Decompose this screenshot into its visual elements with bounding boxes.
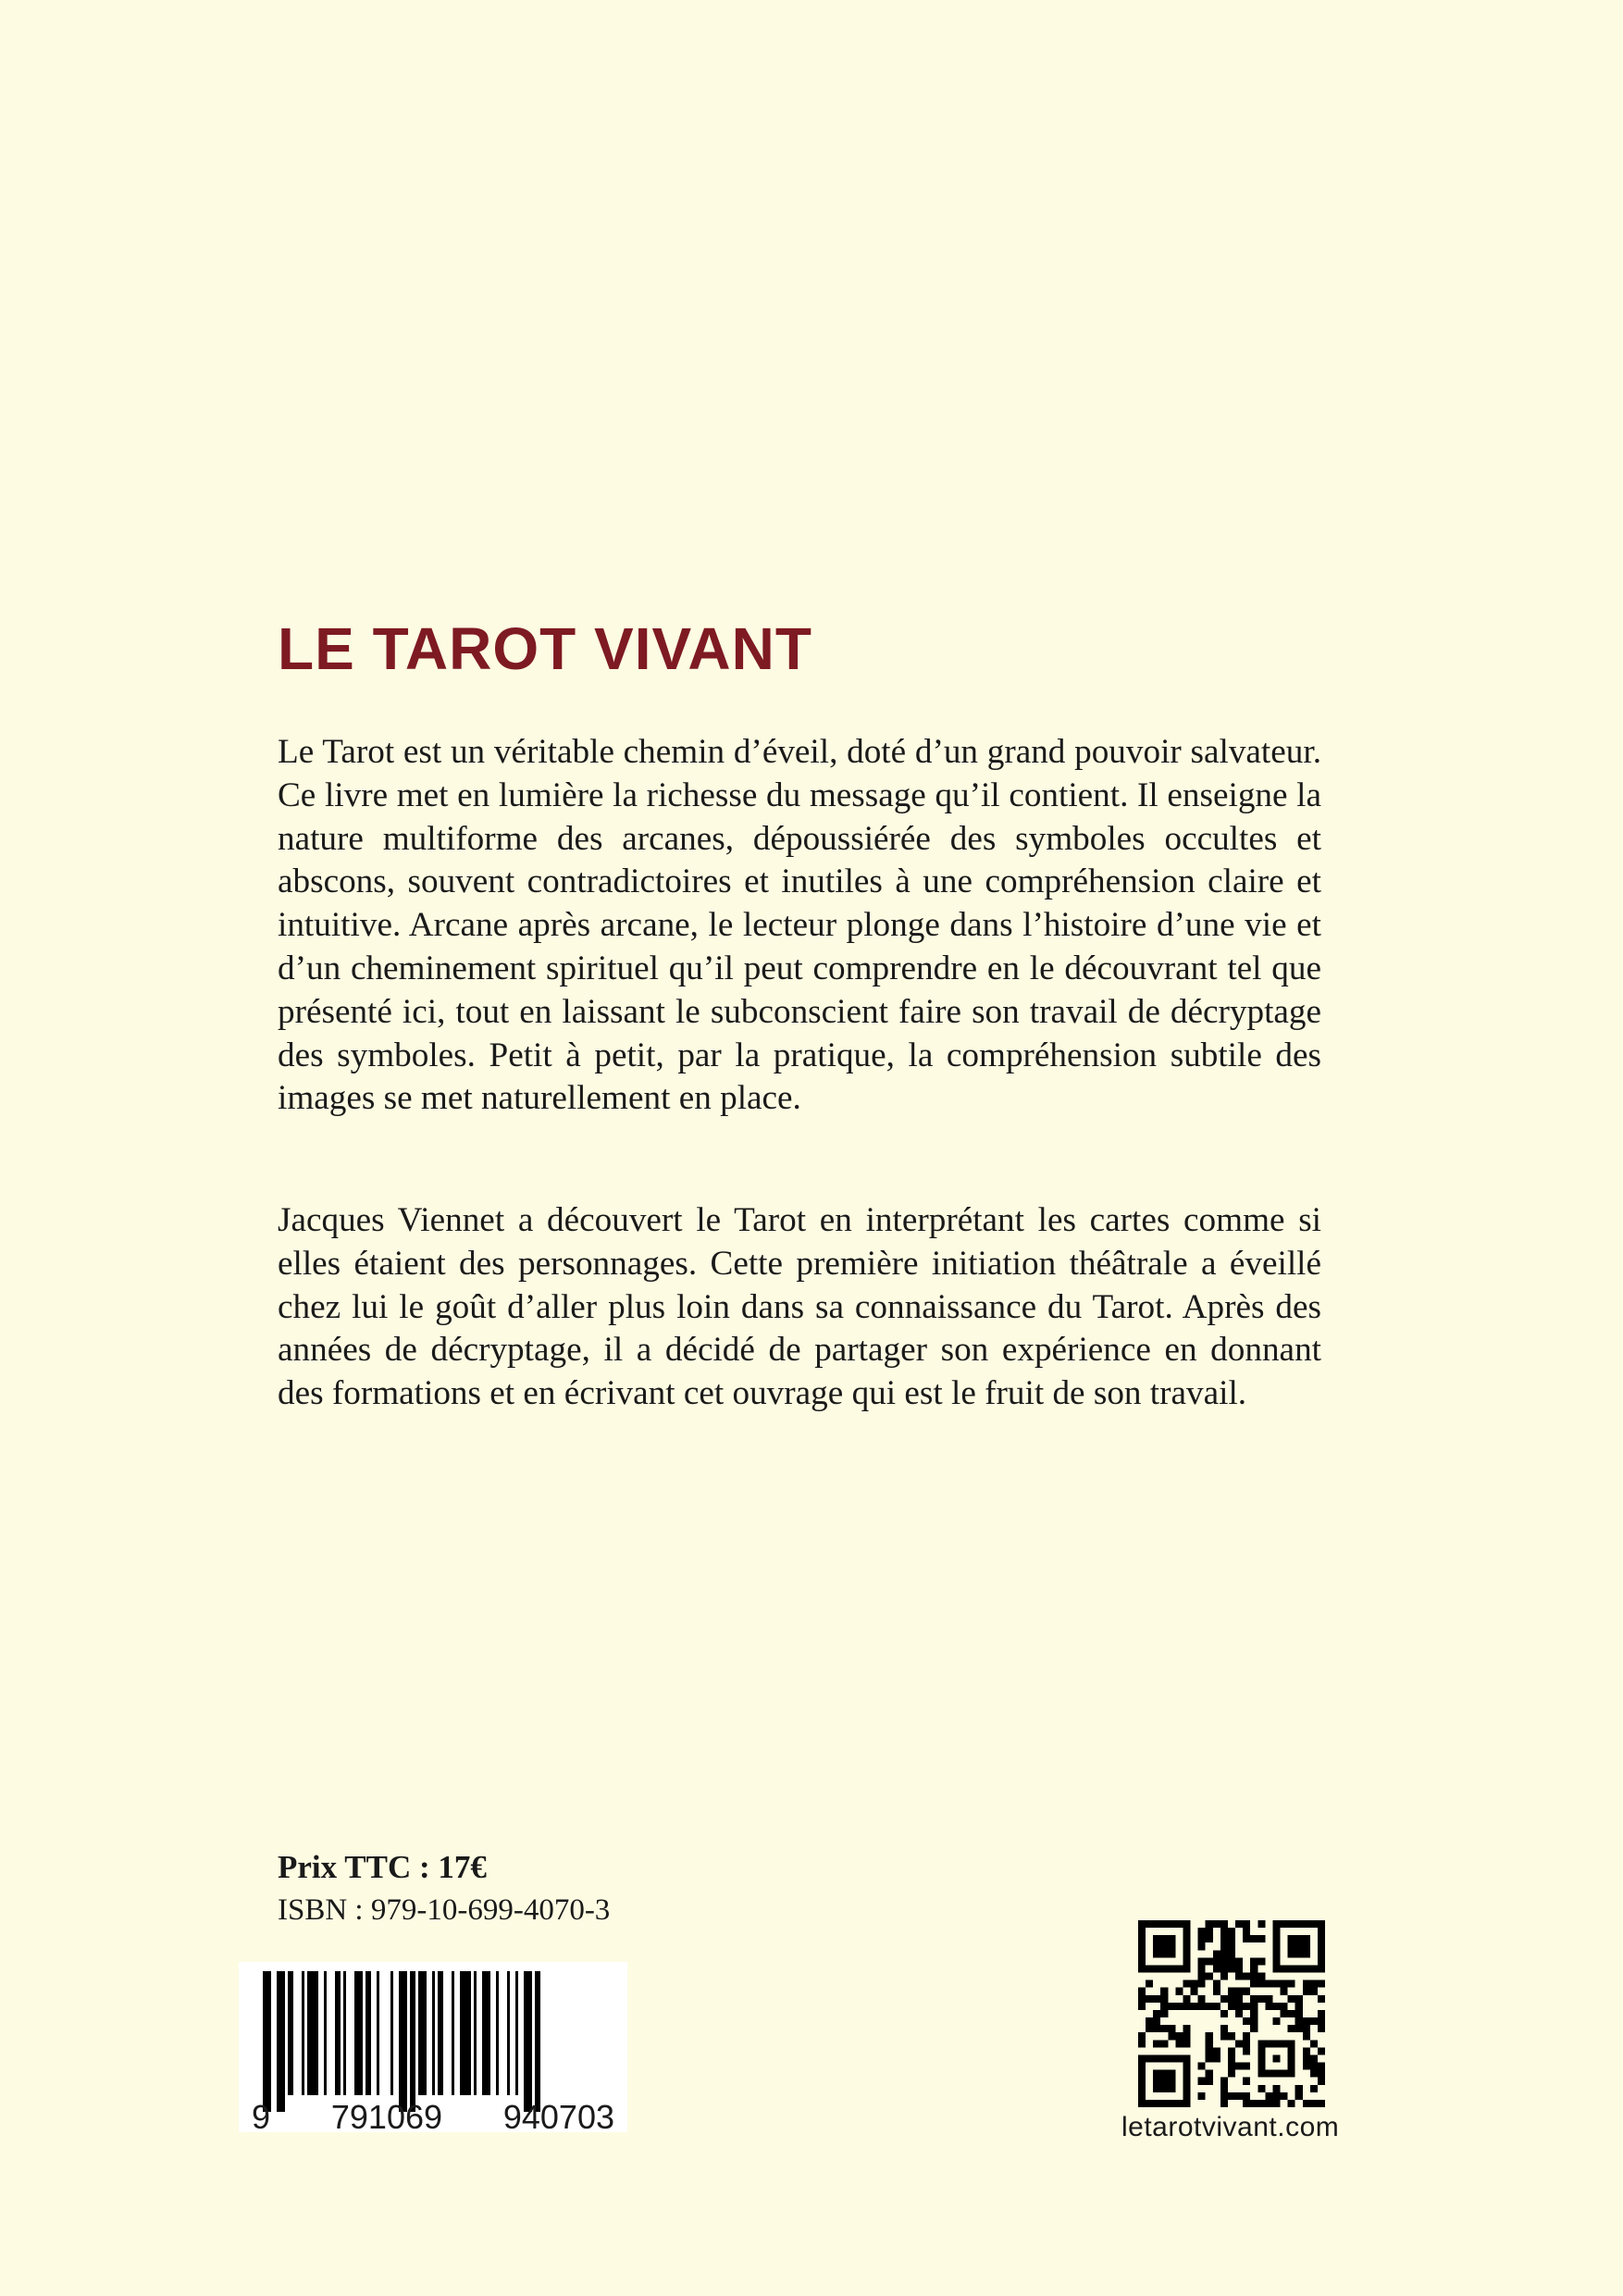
barcode-right-group: 940703 — [502, 2098, 614, 2136]
book-title: LE TAROT VIVANT — [278, 615, 812, 682]
qr-module — [1206, 2078, 1213, 2085]
qr-module — [1318, 2047, 1325, 2054]
qr-module — [1250, 1973, 1258, 1980]
barcode-bar — [288, 1971, 293, 2095]
qr-module — [1220, 2100, 1228, 2107]
qr-module — [1153, 2010, 1160, 2017]
qr-module — [1175, 2003, 1183, 2010]
qr-module — [1153, 1935, 1175, 1957]
qr-module — [1243, 2078, 1250, 2085]
barcode-bar — [507, 1971, 510, 2095]
qr-module — [1146, 2025, 1153, 2032]
qr-module — [1318, 1995, 1325, 2003]
qr-module — [1160, 2025, 1168, 2032]
qr-module — [1138, 1995, 1146, 2003]
qr-module — [1243, 2063, 1250, 2070]
qr-module — [1288, 2025, 1295, 2032]
qr-module — [1303, 2032, 1310, 2040]
qr-module — [1198, 1942, 1206, 1950]
qr-module — [1228, 1935, 1235, 1942]
qr-module — [1206, 2003, 1213, 2010]
qr-module — [1281, 2010, 1288, 2017]
qr-module — [1206, 2070, 1213, 2078]
barcode-bar — [515, 1971, 518, 2095]
qr-module — [1295, 2003, 1303, 2010]
qr-module — [1310, 2017, 1318, 2025]
website-url: letarotvivant.com — [1121, 2112, 1340, 2142]
qr-module — [1228, 1965, 1235, 1972]
qr-module — [1265, 1995, 1272, 2003]
qr-module — [1213, 1950, 1220, 1957]
qr-module — [1310, 2070, 1318, 2078]
qr-module — [1206, 1957, 1213, 1965]
qr-module — [1146, 2017, 1153, 2025]
qr-module — [1265, 2003, 1272, 2010]
qr-module — [1243, 1935, 1250, 1942]
qr-module — [1198, 1935, 1206, 1942]
qr-module — [1258, 1957, 1265, 1965]
qr-module — [1206, 2047, 1213, 2054]
qr-module — [1160, 1988, 1168, 1995]
qr-module — [1288, 2100, 1295, 2107]
qr-module — [1206, 1973, 1213, 1980]
qr-module — [1318, 2025, 1325, 2032]
qr-module — [1258, 1995, 1265, 2003]
qr-module — [1272, 2003, 1280, 2010]
barcode-bar — [354, 1971, 363, 2095]
qr-module — [1258, 1973, 1265, 1980]
qr-module — [1206, 1928, 1213, 1935]
qr-module — [1250, 2003, 1258, 2010]
qr-module — [1295, 2085, 1303, 2092]
qr-module — [1303, 2047, 1310, 2054]
barcode-bar — [377, 1971, 379, 2095]
qr-module — [1243, 2017, 1250, 2025]
qr-module — [1250, 1995, 1258, 2003]
qr-module — [1206, 2032, 1213, 2040]
qr-module — [1281, 1988, 1288, 1995]
barcode-bar — [482, 1971, 490, 2095]
qr-module — [1243, 2092, 1250, 2100]
qr-module — [1288, 1995, 1295, 2003]
qr-module — [1220, 2032, 1228, 2040]
qr-module — [1258, 1935, 1265, 1942]
qr-module — [1213, 2054, 1220, 2062]
barcode-bar — [432, 1971, 435, 2095]
barcode-bar — [277, 1971, 285, 2112]
qr-module — [1310, 1980, 1318, 1988]
price-label: Prix TTC : 17€ — [278, 1849, 487, 1885]
isbn-label: ISBN : 979-10-699-4070-3 — [278, 1893, 611, 1927]
qr-module — [1250, 1957, 1258, 1965]
qr-module — [1198, 1995, 1206, 2003]
qr-module — [1220, 2078, 1228, 2085]
qr-module — [1272, 2100, 1280, 2107]
qr-module — [1303, 2063, 1310, 2070]
qr-module — [1160, 1995, 1168, 2003]
qr-module — [1250, 2017, 1258, 2025]
qr-module — [1206, 1920, 1213, 1928]
qr-module — [1183, 2032, 1190, 2040]
qr-module — [1220, 2085, 1228, 2092]
qr-module — [1146, 1980, 1153, 1988]
qr-module — [1288, 1980, 1295, 1988]
qr-module — [1220, 2092, 1228, 2100]
qr-module — [1198, 1957, 1206, 1965]
qr-module — [1146, 1995, 1153, 2003]
qr-module — [1183, 1995, 1190, 2003]
qr-module — [1243, 2040, 1250, 2047]
qr-module — [1220, 1920, 1228, 1928]
qr-module — [1288, 2010, 1295, 2017]
qr-module — [1153, 2017, 1160, 2025]
qr-module — [1138, 2032, 1146, 2040]
barcode-bar — [535, 1971, 540, 2112]
qr-module — [1220, 1942, 1228, 1950]
qr-module — [1288, 1935, 1310, 1957]
qr-module — [1295, 2017, 1303, 2025]
qr-module — [1191, 1980, 1198, 1988]
qr-module — [1235, 2063, 1243, 2070]
qr-module — [1310, 2063, 1318, 2070]
qr-module — [1198, 1965, 1206, 1972]
qr-module — [1250, 1980, 1258, 1988]
qr-module — [1228, 1995, 1235, 2003]
barcode-bar — [365, 1971, 371, 2095]
qr-module — [1243, 1928, 1250, 1935]
qr-module — [1295, 2025, 1303, 2032]
qr-module — [1228, 1942, 1235, 1950]
qr-module — [1220, 1935, 1228, 1942]
qr-module — [1235, 2040, 1243, 2047]
qr-module — [1272, 2054, 1280, 2062]
qr-module — [1258, 1980, 1265, 1988]
qr-module — [1318, 2078, 1325, 2085]
qr-module — [1168, 2025, 1175, 2032]
qr-module — [1191, 2003, 1198, 2010]
qr-module — [1213, 1988, 1220, 1995]
qr-module — [1310, 1988, 1318, 1995]
qr-module — [1258, 1920, 1265, 1928]
qr-module — [1303, 2054, 1310, 2062]
description-paragraph: Le Tarot est un véritable chemin d’éveil, doté d’un grand pouvoir salvateur. Ce livre met en lumière la richesse du message qu’il contient. Il enseigne la nature multiforme des arcanes, dépoussiérée des symboles occultes et abscons, souvent contradictoires et inutiles à une compréhension claire et intuitive. Arcane après arcane, le lecteur plonge dans l’histoire d’une vie et d’un cheminement spirituel qu’il peut comprendre en le découvrant tel que présenté ici, tout en laissant le subconscient faire son travail de décryptage des symboles. Petit à petit, par la pratique, la compréhension subtile des images se met naturellement en place. — [278, 733, 1321, 1118]
barcode-first-digit: 9 — [252, 2098, 271, 2136]
qr-module — [1213, 1920, 1220, 1928]
qr-module — [1235, 1957, 1243, 1965]
qr-module — [1235, 1988, 1243, 1995]
qr-module — [1228, 1957, 1235, 1965]
qr-module — [1235, 2010, 1243, 2017]
qr-module — [1206, 1935, 1213, 1942]
qr-module — [1213, 2047, 1220, 2054]
qr-module — [1235, 1920, 1243, 1928]
qr-module — [1272, 2085, 1280, 2092]
qr-module — [1153, 2040, 1160, 2047]
qr-module — [1272, 1980, 1280, 1988]
barcode-bar — [307, 1971, 318, 2095]
qr-module — [1235, 2003, 1243, 2010]
author-paragraph: Jacques Viennet a découvert le Tarot en interprétant les cartes comme si elles étaient des personnages. Cette première initiation théâtrale a éveillé chez lui le goût d’aller plus loin dans sa connaissance du Tarot. Après des années de décryptage, il a décidé de partager son expérience en donnant des formations et en écrivant cet ouvrage qui est le fruit de son travail. — [278, 1201, 1321, 1413]
qr-module — [1243, 1920, 1250, 1928]
qr-module — [1191, 1988, 1198, 1995]
qr-module — [1138, 1988, 1146, 1995]
qr-module — [1258, 2100, 1265, 2107]
qr-module — [1228, 2032, 1235, 2040]
qr-module — [1243, 2100, 1250, 2107]
barcode-bar — [524, 1971, 532, 2112]
qr-module — [1318, 2070, 1325, 2078]
qr-module — [1198, 1980, 1206, 1988]
barcode-bar — [302, 1971, 304, 2095]
qr-module — [1175, 2032, 1183, 2040]
qr-module — [1160, 2040, 1168, 2047]
qr-module — [1235, 1965, 1243, 1972]
qr-module — [1272, 2092, 1280, 2100]
qr-module — [1303, 2025, 1310, 2032]
qr-module — [1303, 2100, 1310, 2107]
barcode-bar — [343, 1971, 346, 2095]
qr-module — [1175, 1988, 1183, 1995]
qr-module — [1220, 1995, 1228, 2003]
barcode-bar — [460, 1971, 471, 2095]
qr-module — [1198, 1928, 1206, 1935]
qr-module — [1153, 1995, 1160, 2003]
qr-module — [1250, 2010, 1258, 2017]
qr-module — [1220, 1928, 1228, 1935]
qr-module — [1281, 2003, 1288, 2010]
qr-module — [1310, 2040, 1318, 2047]
qr-module — [1281, 1980, 1288, 1988]
qr-module — [1243, 1973, 1250, 1980]
qr-module — [1220, 1973, 1228, 1980]
qr-module — [1265, 1980, 1272, 1988]
qr-module — [1198, 2078, 1206, 2085]
qr-module — [1243, 2047, 1250, 2054]
qr-module — [1272, 2017, 1280, 2025]
qr-module — [1250, 2025, 1258, 2032]
qr-module — [1310, 2100, 1318, 2107]
qr-module — [1310, 2054, 1318, 2062]
qr-module — [1318, 2100, 1325, 2107]
qr-module — [1160, 2003, 1168, 2010]
qr-module — [1228, 2070, 1235, 2078]
qr-module — [1235, 1995, 1243, 2003]
qr-module — [1198, 2003, 1206, 2010]
qr-module — [1220, 1957, 1228, 1965]
qr-module — [1206, 2054, 1213, 2062]
qr-module — [1213, 1965, 1220, 1972]
qr-module — [1235, 2092, 1243, 2100]
qr-module — [1228, 2054, 1235, 2062]
qr-module — [1220, 2025, 1228, 2032]
qr-module — [1206, 2040, 1213, 2047]
barcode — [239, 1962, 627, 2136]
qr-module — [1243, 2032, 1250, 2040]
qr-module — [1243, 2003, 1250, 2010]
qr-module — [1213, 2003, 1220, 2010]
qr-module — [1228, 2003, 1235, 2010]
qr-module — [1265, 2092, 1272, 2100]
qr-module — [1220, 1965, 1228, 1972]
qr-module — [1228, 2063, 1235, 2070]
qr-module — [1250, 1965, 1258, 1972]
qr-module — [1295, 2092, 1303, 2100]
qr-module — [1138, 2003, 1146, 2010]
barcode-bar — [390, 1971, 393, 2095]
barcode-digits — [248, 2098, 618, 2136]
qr-module — [1175, 2040, 1183, 2047]
qr-module — [1183, 2003, 1190, 2010]
barcode-bar — [335, 1971, 341, 2095]
barcode-bar — [496, 1971, 499, 2095]
barcode-bar — [399, 1971, 407, 2112]
barcode-bar — [263, 1971, 271, 2112]
qr-module — [1220, 1950, 1228, 1957]
qr-module — [1303, 1988, 1310, 1995]
qr-module — [1183, 2025, 1190, 2032]
qr-module — [1258, 2085, 1265, 2092]
qr-module — [1318, 2010, 1325, 2017]
qr-module — [1235, 1973, 1243, 1980]
qr-module — [1281, 2092, 1288, 2100]
qr-module — [1318, 2017, 1325, 2025]
qr-module — [1213, 1957, 1220, 1965]
barcode-bar — [438, 1971, 443, 2095]
qr-module — [1198, 2063, 1206, 2070]
qr-module — [1138, 2040, 1146, 2047]
qr-module — [1183, 1980, 1190, 1988]
qr-module — [1250, 2100, 1258, 2107]
qr-code — [1138, 1920, 1325, 2107]
qr-module — [1228, 2047, 1235, 2054]
qr-module — [1153, 2025, 1160, 2032]
barcode-bar — [324, 1971, 327, 2095]
qr-module — [1303, 1980, 1310, 1988]
qr-module — [1220, 2010, 1228, 2017]
barcode-bar — [474, 1971, 477, 2095]
qr-module — [1243, 1988, 1250, 1995]
qr-module — [1318, 2063, 1325, 2070]
qr-module — [1228, 2092, 1235, 2100]
barcode-left-group: 791069 — [330, 2098, 443, 2136]
qr-module — [1228, 1950, 1235, 1957]
qr-module — [1318, 1980, 1325, 1988]
qr-module — [1295, 2010, 1303, 2017]
qr-module — [1265, 2100, 1272, 2107]
qr-module — [1303, 2017, 1310, 2025]
barcode-bar — [418, 1971, 427, 2095]
qr-module — [1168, 2032, 1175, 2040]
qr-module — [1168, 2003, 1175, 2010]
qr-module — [1228, 1928, 1235, 1935]
qr-module — [1198, 2092, 1206, 2100]
qr-module — [1310, 2085, 1318, 2092]
qr-module — [1295, 1995, 1303, 2003]
qr-module — [1153, 2070, 1175, 2092]
qr-module — [1250, 1935, 1258, 1942]
qr-module — [1213, 1980, 1220, 1988]
qr-module — [1228, 1988, 1235, 1995]
qr-module — [1160, 2010, 1168, 2017]
qr-module — [1183, 2040, 1190, 2047]
qr-module — [1198, 1973, 1206, 1980]
barcode-bar — [410, 1971, 415, 2112]
barcode-bar — [452, 1971, 454, 2095]
